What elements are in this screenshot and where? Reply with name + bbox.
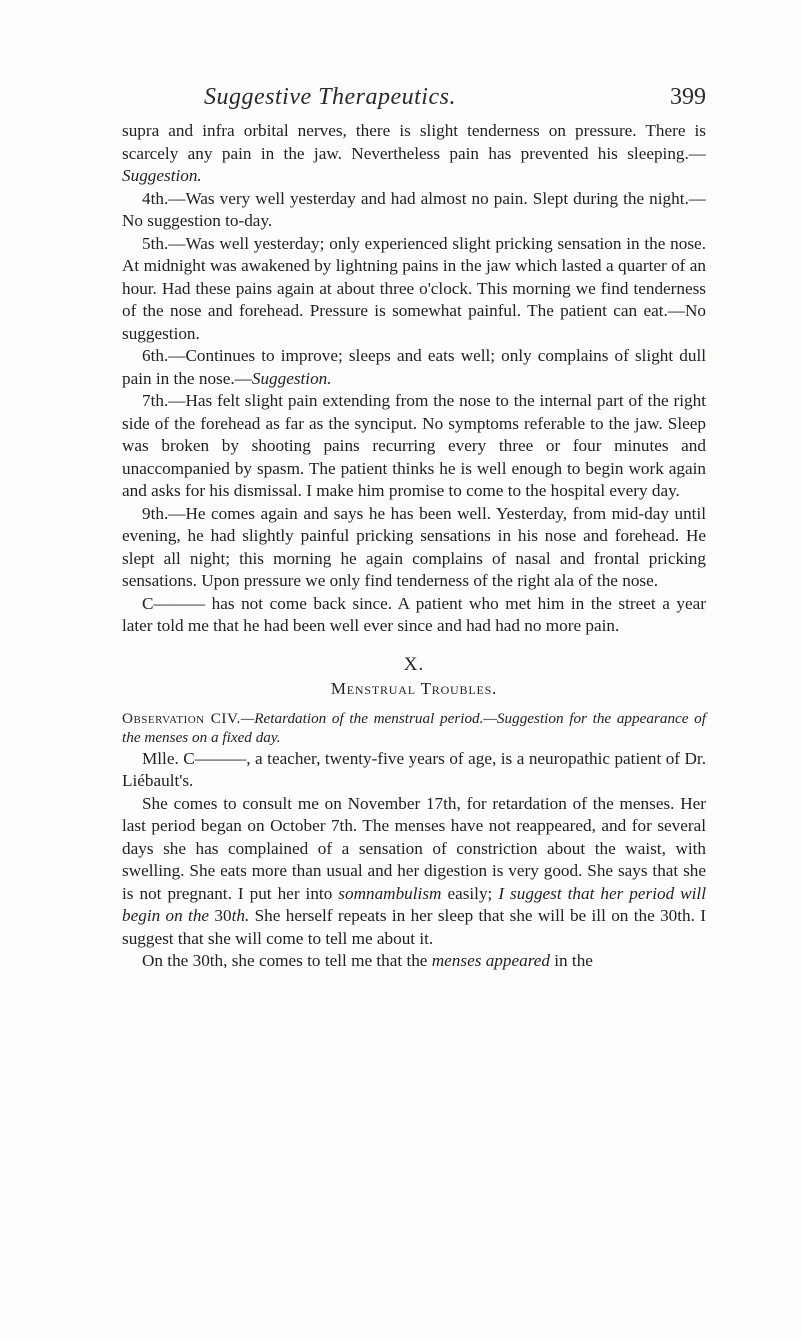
running-head: Suggestive Therapeutics. [204, 84, 456, 110]
paragraph [122, 793, 706, 951]
paragraph: 5th.—Was well yesterday; only experienced slight pricking sensation in the nose. At midnight was awakened by lightning pains in the jaw which lasted a quarter of an hour. Had these pains again at about three o'clock. This morning we find tenderness of the nose and forehead. Pressure is somewhat painful. The patient can eat.—No suggestion. [122, 233, 706, 343]
observation-title: —Retardation of the menstrual period.—Suggestion for the appearance of the menses on a fixed day. [122, 709, 706, 746]
paragraph-text: 6th.—Continues to improve; sleeps and eats well; only complains of slight dull pain in the nose.— [122, 346, 706, 388]
paragraph: 7th.—Has felt slight pain extending from the nose to the internal part of the right side of the forehead as far as the synciput. No symptoms referable to the jaw. Sleep was broken by shooting pains recurring every three or four minutes and unaccompanied by spasm. The patient thinks he is well enough to begin work again and asks for his dismissal. I make him promise to come to the hospital every day. [122, 391, 706, 500]
paragraph-text: She herself repeats in her sleep that she will be ill on the 30th. I suggest that she will come to tell me about it. [122, 906, 706, 948]
observation-heading [122, 709, 706, 748]
section-title: Menstrual Troubles. [330, 679, 498, 698]
paragraph-italic: menses appeared [431, 951, 550, 970]
section-number: X. [403, 653, 425, 675]
paragraph: Mlle. C———, a teacher, twenty-five years of age, is a neuropathic patient of Dr. Liébault's. [122, 748, 706, 790]
paragraph: C——— has not come back since. A patient who met him in the street a year later told me that he had been well ever since and had had no more pain. [122, 593, 706, 635]
paragraph-text: She comes to consult me on November 17th, for retardation of the menses. Her last period began on October 7th. The menses have not reappeared, and for several days she has complained of a sensation of constriction about the waist, with swelling. She eats more than usual and her digestion is very good. She says that she is not pregnant. I put her into [122, 793, 706, 903]
paragraph-text: easily; [441, 883, 499, 903]
body-text [122, 120, 706, 973]
paragraph-text: On the 30th, she comes to tell me that the [142, 951, 432, 970]
paragraph-italic: I suggest that her period will begin on the [122, 883, 706, 925]
paragraph-italic: th. [231, 906, 250, 925]
paragraph: 9th.—He comes again and says he has been well. Yesterday, from mid-day until evening, he had slightly painful pricking sensations in his nose and forehead. He slept all night; this morning he again complains of nasal and frontal pricking sensations. Upon pressure we only find tenderness of the right ala of the nose. [122, 503, 706, 590]
paragraph: 4th.—Was very well yesterday and had almost no pain. Slept during the night.—No suggestion to-day. [122, 188, 706, 230]
paragraph [122, 120, 706, 188]
paragraph-italic: Suggestion. [251, 368, 332, 388]
paragraph-text: in the [549, 951, 593, 970]
page-number: 399 [670, 84, 706, 110]
observation-label: Observation CIV. [122, 709, 241, 727]
paragraph-text: 30 [209, 906, 232, 925]
paragraph [122, 345, 706, 390]
paragraph-italic: somnambulism [338, 883, 442, 903]
paragraph-italic: Suggestion. [122, 166, 202, 185]
paragraph [122, 950, 706, 973]
paragraph-text: supra and infra orbital nerves, there is slight tenderness on pressure. There is scarcely any pain in the jaw. Nevertheless pain has prevented his sleeping.— [122, 121, 706, 163]
page-header [122, 84, 706, 116]
